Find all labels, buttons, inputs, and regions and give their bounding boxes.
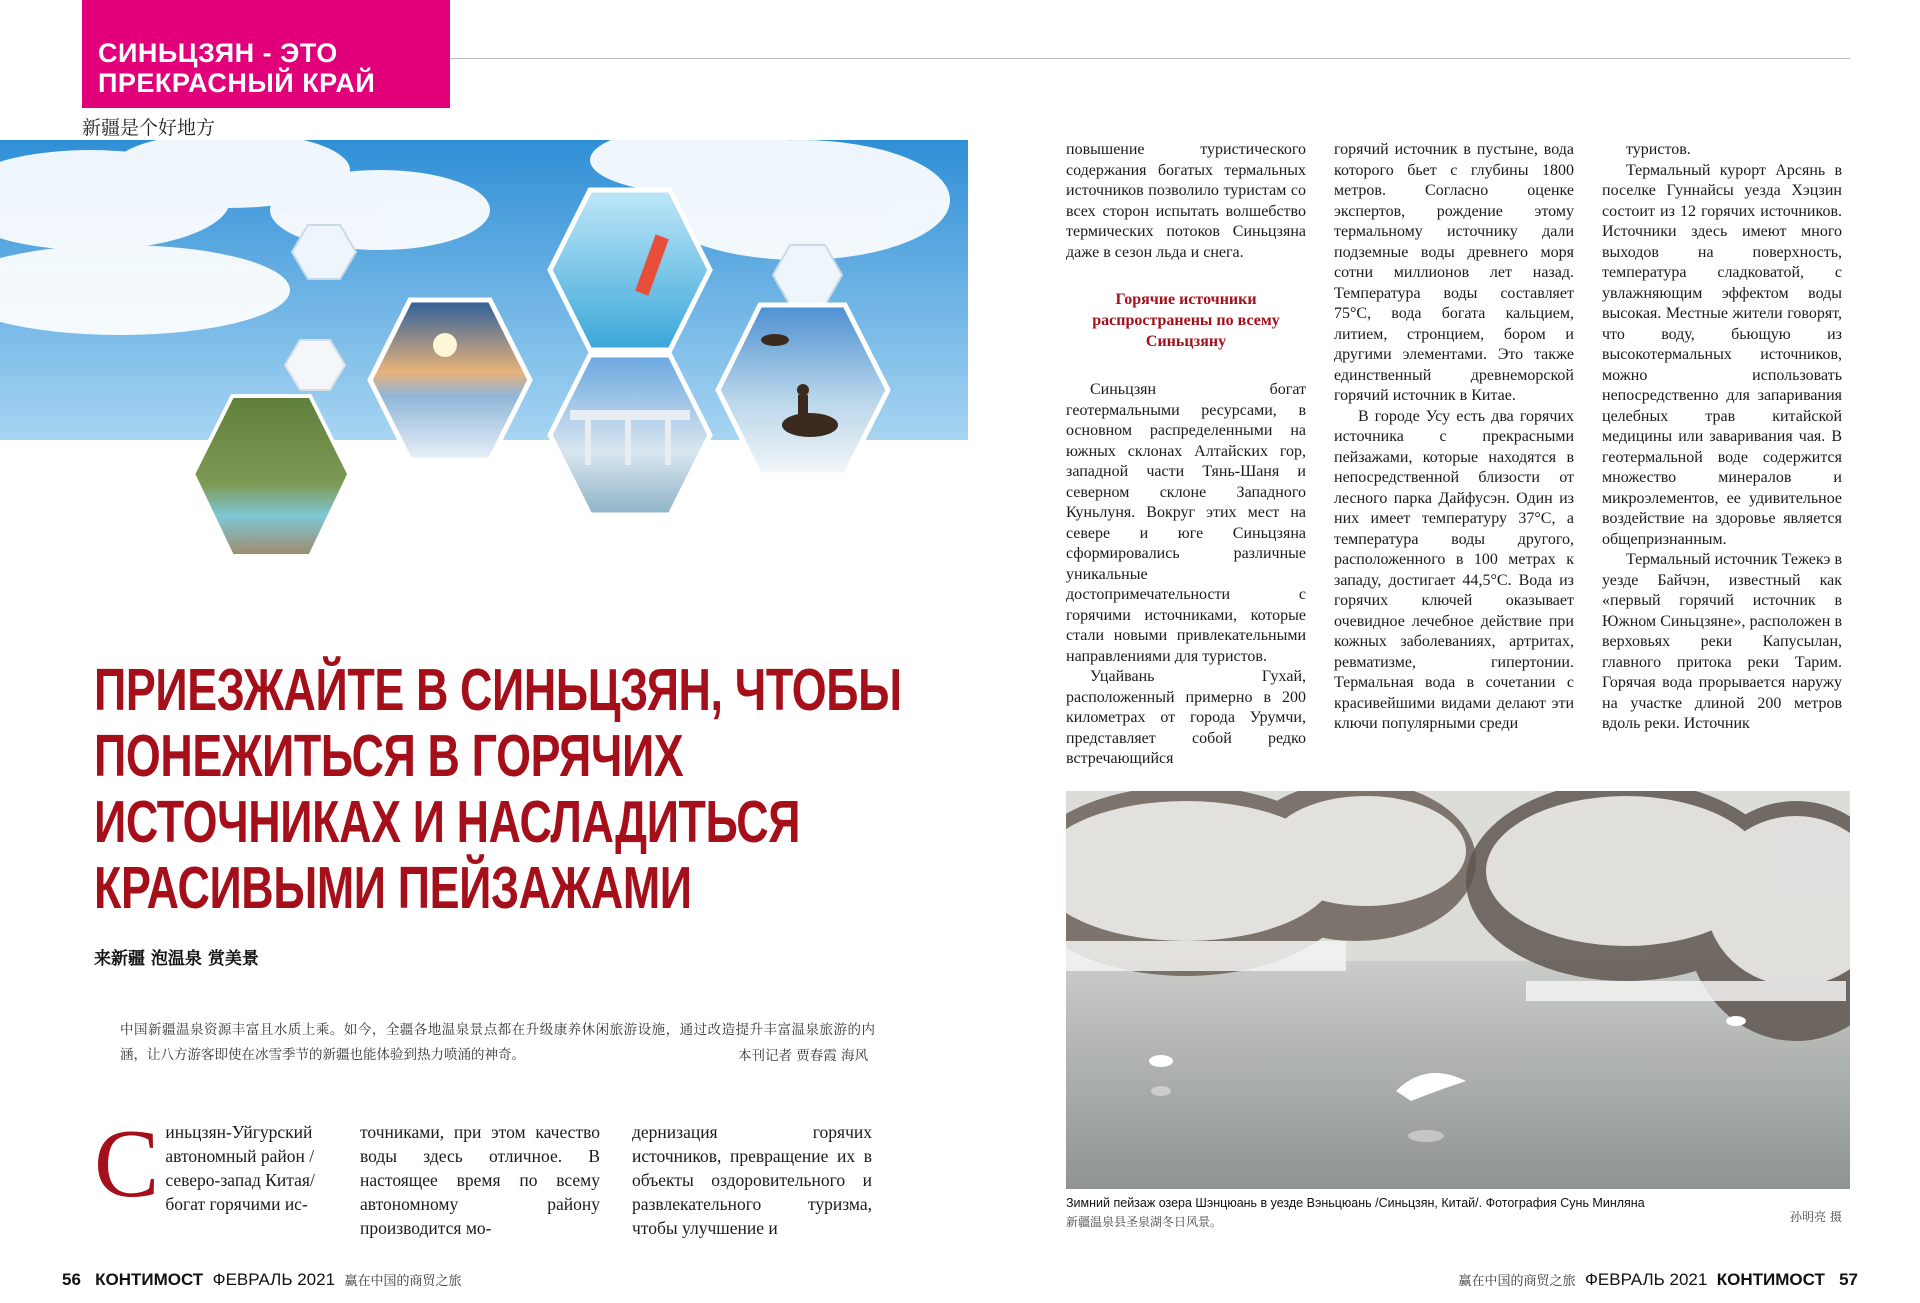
paragraph: Уцайвань Гухай, расположенный примерно в 200 километрах от города Урумчи, представляет собой редко встречающийся bbox=[1066, 668, 1306, 767]
rubric-chinese-title: 新疆是个好地方 bbox=[82, 117, 216, 139]
right-column-3 bbox=[1602, 140, 1842, 735]
issue-date-right: ФЕВРАЛЬ 2021 bbox=[1584, 1270, 1708, 1289]
page-number-right: 57 bbox=[1839, 1270, 1858, 1289]
issue-date-left: ФЕВРАЛЬ 2021 bbox=[212, 1270, 336, 1289]
headline-line-2: ПОНЕЖИТЬСЯ В ГОРЯЧИХ bbox=[94, 723, 684, 789]
headline-line-3: ИСТОЧНИКАХ И НАСЛАДИТЬСЯ bbox=[94, 789, 801, 855]
chinese-lead-paragraph: 中国新疆温泉资源丰富且水质上乘。如今，全疆各地温泉景点都在升级康养休闲旅游设施，通过改造提升丰富温泉旅游的内涵，让八方游客即使在冰雪季节的新疆也能体验到热力喷涌的神奇。 bbox=[120, 1022, 875, 1063]
rubric-line-1: СИНЬЦЗЯН - ЭТО bbox=[98, 38, 338, 68]
chinese-subheadline: 来新疆 泡温泉 赏美景 bbox=[94, 949, 259, 969]
page-number-left: 56 bbox=[62, 1270, 81, 1289]
paragraph: Термальный курорт Арсянь в поселке Гуннайсы уезда Хэцзин состоит из 12 горячих источников. Источники здесь имеют много выходов на поверхность, температура сладковатой, с увлажняющим эффектом воды высокая. Местные жители говорят, что воду, бьющую из высокотермальных источников, можно использовать непосредственно для запаривания целебных трав китайской медицины или заваривания чая. В геотермальной воде содержится множество минералов и микроэлементов, ее удивительное воздействие на здоровье является общепризнанным. bbox=[1602, 161, 1842, 548]
right-column-2 bbox=[1334, 140, 1574, 735]
magazine-name-right: КОНТИМОСТ bbox=[1716, 1270, 1825, 1289]
header-rule bbox=[450, 58, 1850, 59]
paragraph: повышение туристического содержания богатых термальных источников позволило туристам со всех сторон испытать волшебство термических потоков Синьцзяна даже в сезон льда и снега. bbox=[1066, 141, 1306, 261]
lead-byline: 本刊记者 贾春霞 海风 bbox=[738, 1048, 869, 1064]
headline-line-1: ПРИЕЗЖАЙТЕ В СИНЬЦЗЯН, ЧТОБЫ bbox=[94, 657, 902, 723]
slogan-left: 赢在中国的商贸之旅 bbox=[344, 1274, 462, 1289]
paragraph: Термальный источник Тежекэ в уезде Байчэн, известный как «первый горячий источник в Южном Синьцзяне», расположен в верховьях реки Капусылан, главного притока реки Тарим. Горячая вода прорывается наружу на участке длиной 200 метров вдоль реки. Источник bbox=[1602, 551, 1842, 732]
slogan-right: 赢在中国的商贸之旅 bbox=[1458, 1274, 1576, 1289]
left-column-1 bbox=[94, 1110, 332, 1218]
paragraph: горячий источник в пустыне, вода которого бьет с глубины 1800 метров. Согласно оценке экспертов, рождение этому термальному источнику дали подземные воды древнего моря сотни миллионов лет назад. Температура воды составляет 75°С, вода богата кальцием, литием, стронцием, бором и другими элементами. Это также единственный древнеморской горячий источник в Китае. bbox=[1334, 141, 1574, 404]
rubric-line-2: ПРЕКРАСНЫЙ КРАЙ bbox=[98, 68, 376, 98]
subheading-line-3: Синьцзяну bbox=[1145, 333, 1227, 350]
sunset-sun bbox=[433, 333, 457, 357]
left-column-1-text: иньцзян-Уйгурский автономный район / северо-запад Китая/ богат горячими ис- bbox=[165, 1122, 315, 1214]
subheading-line-1: Горячие источники bbox=[1115, 291, 1257, 308]
footer-right bbox=[1459, 1270, 1859, 1290]
left-column-3: дернизация горячих источников, превращение их в объекты оздоровительного и развлекательного туризма, чтобы улучшение и bbox=[632, 1122, 872, 1238]
winter-lake-photo bbox=[1066, 791, 1850, 1189]
hero-collage bbox=[0, 140, 968, 650]
paragraph: В городе Усу есть два горячих источника с прекрасными пейзажами, которые находятся в непосредственной близости от лесного парка Дайфусэн. Один из них имеет температуру 37°С, а температура воды другого, расположенного в 100 метрах к западу, достигает 44,5°С. Вода из горячих ключей оказывает очевидное лечебное действие при кожных заболеваниях, артритах, ревматизме, гипертонии. Термальная вода в сочетании с красивейшими видами делают эти ключи популярными среди bbox=[1334, 407, 1574, 732]
headline-line-4: КРАСИВЫМИ ПЕЙЗАЖАМИ bbox=[94, 855, 692, 921]
rubric-title bbox=[98, 38, 375, 98]
photo-caption: Зимний пейзаж озера Шэнцюань в уезде Вэньцюань /Синьцзян, Китай/. Фотография Сунь Минляна bbox=[1066, 1196, 1645, 1210]
footer-left bbox=[62, 1270, 462, 1290]
right-column-1 bbox=[1066, 140, 1306, 770]
subheading-line-2: распространены по всему bbox=[1092, 312, 1280, 329]
section-subheading bbox=[1066, 289, 1306, 352]
left-column-2: точниками, при этом качество воды здесь отличное. В настоящее время по всему автономному району производится мо- bbox=[360, 1122, 600, 1238]
paragraph: Синьцзян богат геотермальными ресурсами, в основном распределенными на южных склонах Алтайских гор, западной части Тянь-Шаня и северном склоне Западного Куньлуня. Вокруг этих мест на севере и юге Синьцзяна сформировались различные уникальные достопримечательности с горячими источниками, которые стали новыми привлекательными направлениями для туристов. bbox=[1066, 381, 1306, 665]
photo-caption-chinese: 新疆温泉县圣泉湖冬日风景。 bbox=[1066, 1215, 1223, 1229]
photo-credit-chinese: 孙明亮 摄 bbox=[1790, 1210, 1842, 1224]
magazine-name-left: КОНТИМОСТ bbox=[95, 1270, 204, 1289]
drop-cap: С bbox=[94, 1110, 160, 1218]
paragraph: туристов. bbox=[1626, 141, 1691, 158]
article-headline bbox=[94, 657, 902, 921]
